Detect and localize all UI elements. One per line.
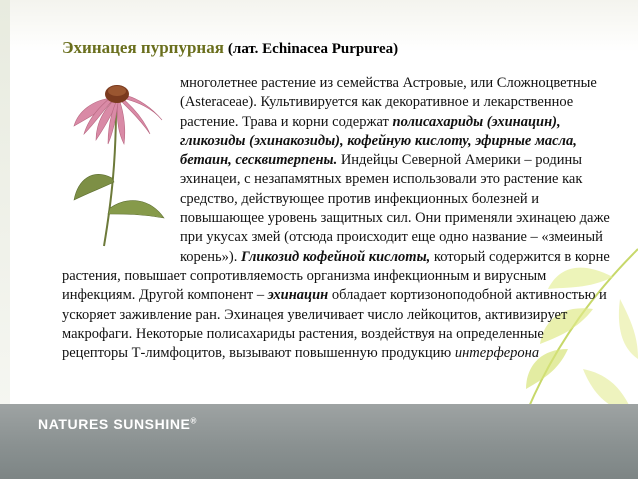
slide-title: [62, 38, 398, 58]
body-bold-compounds: полисахариды (эхинацин), гликозиды (эхинакозиды), кофейную кислоту, эфирные масла, бетаин, сесквитерпены.: [180, 113, 577, 169]
footer-bar: [0, 404, 638, 479]
body-text-3: Индейцы Северной Америки – родины эхинацеи, с незапамятных времен использовали это растение как средство, действующее против инфекционных болезней и повышающее уровень защитных сил. Они применяли эхинацею даже при укусах змей (отсюда происходит еще одно название – «змеиный корень»).: [180, 152, 610, 265]
registered-mark: ®: [190, 416, 197, 426]
brand-name: NATURES SUNSHINE: [38, 416, 191, 432]
body-text-7: обладает кортизоноподобной активностью и ускоряет заживление ран. Эхинацея увеличивает число лейкоцитов, активизирует макрофаги. Некоторые полисахариды растения, воздействуя на определенные рецепторы Т-лимфоцитов, вызывают повышенную продукцию: [62, 287, 607, 362]
body-bold-glycoside: Гликозид кофейной кислоты,: [240, 248, 431, 265]
sidebar-stripe: [0, 0, 10, 405]
body-italic-interferon: интерферона: [454, 345, 540, 362]
brand-logo: [38, 416, 197, 432]
image-spacer: [62, 74, 180, 250]
body-text: [62, 74, 610, 363]
body-text-1: многолетнее растение из семейства Астровые, или Сложноцветные (Asteraceae). Культивируется как декоративное и лекарственное растение. Трава и корни содержат: [180, 75, 597, 130]
title-main: Эхинацея пурпурная: [62, 38, 224, 57]
title-latin: (лат. Echinacea Purpurea): [227, 41, 399, 57]
body-text-5: который содержится в корне растения, повышает сопротивляемость организма инфекционным и вирусным инфекциям. Другой компонент –: [62, 248, 610, 304]
body-bold-echinacin: эхинацин: [267, 287, 329, 304]
